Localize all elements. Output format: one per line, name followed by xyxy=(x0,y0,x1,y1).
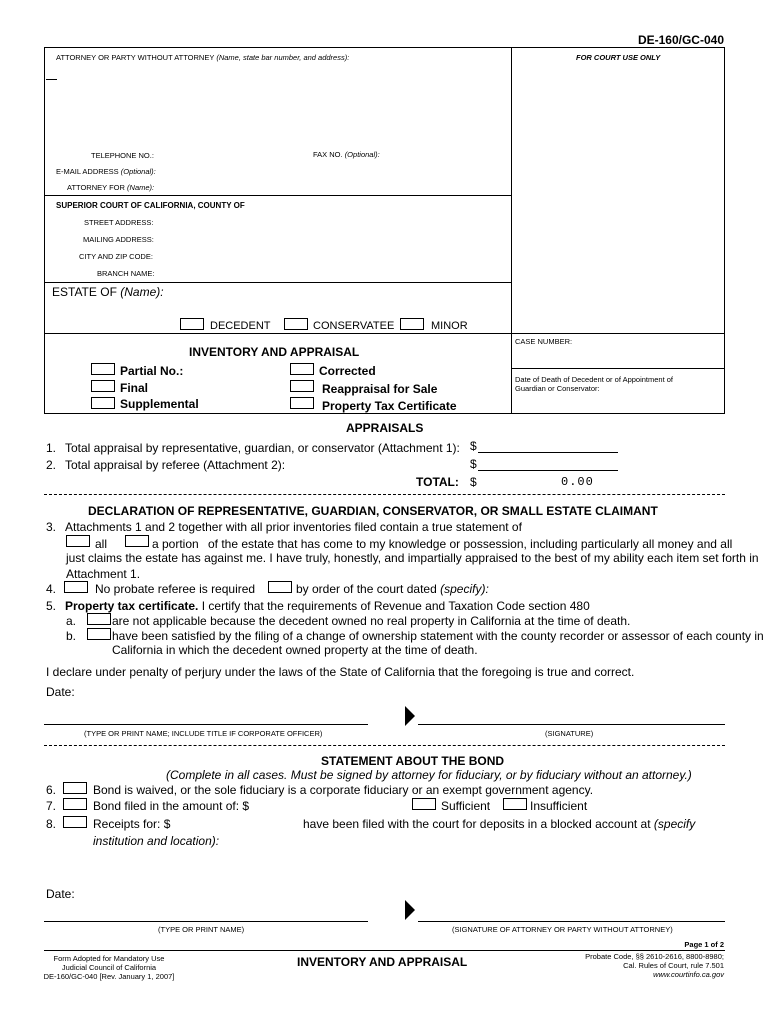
appraisal-line-1-label: Total appraisal by representative, guardian, or conservator (Attachment 1): xyxy=(65,441,460,455)
minor-checkbox[interactable] xyxy=(400,318,424,330)
portion-checkbox[interactable] xyxy=(125,535,149,547)
legal-references: Probate Code, §§ 2610-2616, 8800-8980; Cal. Rules of Court, rule 7.501 www.courtinfo.ca.gov xyxy=(585,952,724,979)
all-label: all xyxy=(95,537,108,551)
total-dollar: $ xyxy=(470,475,477,489)
bond-name-line[interactable] xyxy=(44,921,368,922)
para-5b-letter: b. xyxy=(66,629,77,643)
para-6-text: Bond is waived, or the sole fiduciary is a corporate fiduciary or an exempt government agency. xyxy=(93,783,594,797)
telephone-label: TELEPHONE NO.: xyxy=(91,151,154,160)
declaration-date-label: Date: xyxy=(46,685,75,699)
para-8-text: Receipts for: $ xyxy=(93,817,171,831)
appraisal-line-1-number: 1. xyxy=(46,441,57,455)
property-tax-label: Property Tax Certificate xyxy=(322,399,457,413)
supplemental-label: Supplemental xyxy=(120,397,199,411)
case-number-label: CASE NUMBER: xyxy=(515,337,573,346)
bond-name-caption: (TYPE OR PRINT NAME) xyxy=(158,925,245,934)
appraisal-line-1-dollar: $ xyxy=(470,439,477,453)
satisfied-checkbox[interactable] xyxy=(87,628,111,640)
para-3-line-2: just claims the estate has against me. I have truly, honestly, and impartially appraised to the best of my ability each item set forth in xyxy=(66,551,759,565)
para-5b-line-2: California in which the decedent owned property at the time of death. xyxy=(112,643,478,657)
header-left-rule xyxy=(44,47,45,413)
appraisal-line-1-field[interactable] xyxy=(478,452,618,453)
superior-court-label: SUPERIOR COURT OF CALIFORNIA, COUNTY OF xyxy=(56,201,245,210)
bond-signature-arrow-icon xyxy=(405,900,415,920)
para-7-number: 7. xyxy=(46,799,57,813)
conservatee-label: CONSERVATEE xyxy=(313,320,395,332)
para-5b-text: have been satisfied by the filing of a change of ownership statement with the county recorder or assessor of each county in xyxy=(112,629,764,643)
court-section-rule xyxy=(44,195,511,196)
portion-label: a portion xyxy=(152,537,199,551)
header-bottom-rule xyxy=(44,413,725,414)
corrected-label: Corrected xyxy=(319,364,376,378)
sufficient-checkbox[interactable] xyxy=(412,798,436,810)
para-7-text: Bond filed in the amount of: $ xyxy=(93,799,250,813)
email-label: E-MAIL ADDRESS (Optional): xyxy=(56,167,156,176)
appraisal-line-2-field[interactable] xyxy=(478,470,618,471)
header-top-rule xyxy=(44,47,725,48)
footer-rule xyxy=(44,950,725,951)
minor-label: MINOR xyxy=(431,320,468,332)
appraisal-line-2-label: Total appraisal by referee (Attachment 2): xyxy=(65,458,286,472)
appraisal-line-2-number: 2. xyxy=(46,458,57,472)
final-label: Final xyxy=(120,381,149,395)
para-5a-letter: a. xyxy=(66,614,77,628)
page-number: Page 1 of 2 xyxy=(684,940,724,949)
final-checkbox[interactable] xyxy=(91,380,115,392)
bond-title: STATEMENT ABOUT THE BOND xyxy=(321,754,505,768)
branch-name-label: BRANCH NAME: xyxy=(97,269,155,278)
para-3-line-3: Attachment 1. xyxy=(66,567,141,581)
insufficient-label: Insufficient xyxy=(530,799,588,813)
all-checkbox[interactable] xyxy=(66,535,90,547)
attorney-name-field-mark xyxy=(46,79,57,80)
city-zip-label: CITY AND ZIP CODE: xyxy=(79,252,153,261)
court-use-label: FOR COURT USE ONLY xyxy=(576,53,661,62)
footer-title: INVENTORY AND APPRAISAL xyxy=(297,955,468,969)
declarant-name-caption: (TYPE OR PRINT NAME; INCLUDE TITLE IF CORPORATE OFFICER) xyxy=(84,729,323,738)
bond-waived-checkbox[interactable] xyxy=(63,782,87,794)
decedent-label: DECEDENT xyxy=(210,320,271,332)
para-8-line-2: institution and location): xyxy=(93,834,220,848)
para-5-number: 5. xyxy=(46,599,57,613)
bond-subtitle: (Complete in all cases. Must be signed by attorney for fiduciary, or by fiduciary without an attorney.) xyxy=(166,768,692,782)
receipts-checkbox[interactable] xyxy=(63,816,87,828)
para-4-number: 4. xyxy=(46,582,57,596)
para-8-number: 8. xyxy=(46,817,57,831)
court-use-divider xyxy=(511,47,512,413)
decedent-checkbox[interactable] xyxy=(180,318,204,330)
declarant-name-line[interactable] xyxy=(44,724,368,725)
bond-date-label: Date: xyxy=(46,887,75,901)
para-8-continued: have been filed with the court for deposits in a blocked account at (specify xyxy=(303,817,696,831)
attorney-for-label: ATTORNEY FOR (Name): xyxy=(67,183,155,192)
sufficient-label: Sufficient xyxy=(441,799,491,813)
para-3-number: 3. xyxy=(46,520,57,534)
supplemental-checkbox[interactable] xyxy=(91,397,115,409)
para-6-number: 6. xyxy=(46,783,57,797)
estate-section-rule xyxy=(44,282,511,283)
partial-checkbox[interactable] xyxy=(91,363,115,375)
declaration-title: DECLARATION OF REPRESENTATIVE, GUARDIAN, CONSERVATOR, OR SMALL ESTATE CLAIMANT xyxy=(88,504,658,518)
inventory-section-rule xyxy=(44,333,725,334)
total-label: TOTAL: xyxy=(416,475,459,489)
bond-signature-line[interactable] xyxy=(418,921,725,922)
declarant-signature-line[interactable] xyxy=(418,724,725,725)
estate-of-label: ESTATE OF (Name): xyxy=(52,285,164,299)
attorney-label: ATTORNEY OR PARTY WITHOUT ATTORNEY (Name, state bar number, and address): xyxy=(56,53,350,62)
declarant-signature-caption: (SIGNATURE) xyxy=(545,729,594,738)
para-5-text: Property tax certificate. I certify that the requirements of Revenue and Taxation Code section 480 xyxy=(65,599,590,613)
reappraisal-label: Reappraisal for Sale xyxy=(322,382,438,396)
not-applicable-checkbox[interactable] xyxy=(87,613,111,625)
partial-label: Partial No.: xyxy=(120,364,184,378)
para-3-continued: of the estate that has come to my knowledge or possession, including particularly all money and all xyxy=(208,537,733,551)
conservatee-checkbox[interactable] xyxy=(284,318,308,330)
corrected-checkbox[interactable] xyxy=(290,363,314,375)
total-value[interactable]: 0.00 xyxy=(561,475,594,489)
signature-arrow-icon xyxy=(405,706,415,726)
appraisal-line-2-dollar: $ xyxy=(470,457,477,471)
street-address-label: STREET ADDRESS: xyxy=(84,218,154,227)
bond-filed-checkbox[interactable] xyxy=(63,798,87,810)
para-5a-text: are not applicable because the decedent owned no real property in California at the time of death. xyxy=(112,614,631,628)
date-of-death-label: Date of Death of Decedent or of Appointment of Guardian or Conservator: xyxy=(515,375,674,393)
court-order-label: by order of the court dated (specify): xyxy=(296,582,489,596)
reappraisal-checkbox[interactable] xyxy=(290,380,314,392)
fax-label: FAX NO. (Optional): xyxy=(313,150,380,159)
appraisals-title: APPRAISALS xyxy=(346,421,424,435)
case-number-rule xyxy=(511,368,725,369)
para-3-text: Attachments 1 and 2 together with all prior inventories filed contain a true statement of xyxy=(65,520,522,534)
court-order-checkbox[interactable] xyxy=(268,581,292,593)
appraisals-divider xyxy=(44,494,725,495)
adoption-block: Form Adopted for Mandatory Use Judicial Council of California DE-160/GC-040 [Rev. January 1, 2007] xyxy=(43,954,175,981)
property-tax-checkbox[interactable] xyxy=(290,397,314,409)
insufficient-checkbox[interactable] xyxy=(503,798,527,810)
no-referee-label: No probate referee is required xyxy=(95,582,256,596)
bond-signature-caption: (SIGNATURE OF ATTORNEY OR PARTY WITHOUT ATTORNEY) xyxy=(452,925,673,934)
no-referee-checkbox[interactable] xyxy=(64,581,88,593)
perjury-statement: I declare under penalty of perjury under the laws of the State of California that the foregoing is true and correct. xyxy=(46,665,635,679)
inventory-title: INVENTORY AND APPRAISAL xyxy=(189,345,360,359)
header-right-rule xyxy=(724,47,725,413)
bond-divider xyxy=(44,745,725,746)
form-id: DE-160/GC-040 xyxy=(637,33,724,47)
mailing-address-label: MAILING ADDRESS: xyxy=(83,235,154,244)
